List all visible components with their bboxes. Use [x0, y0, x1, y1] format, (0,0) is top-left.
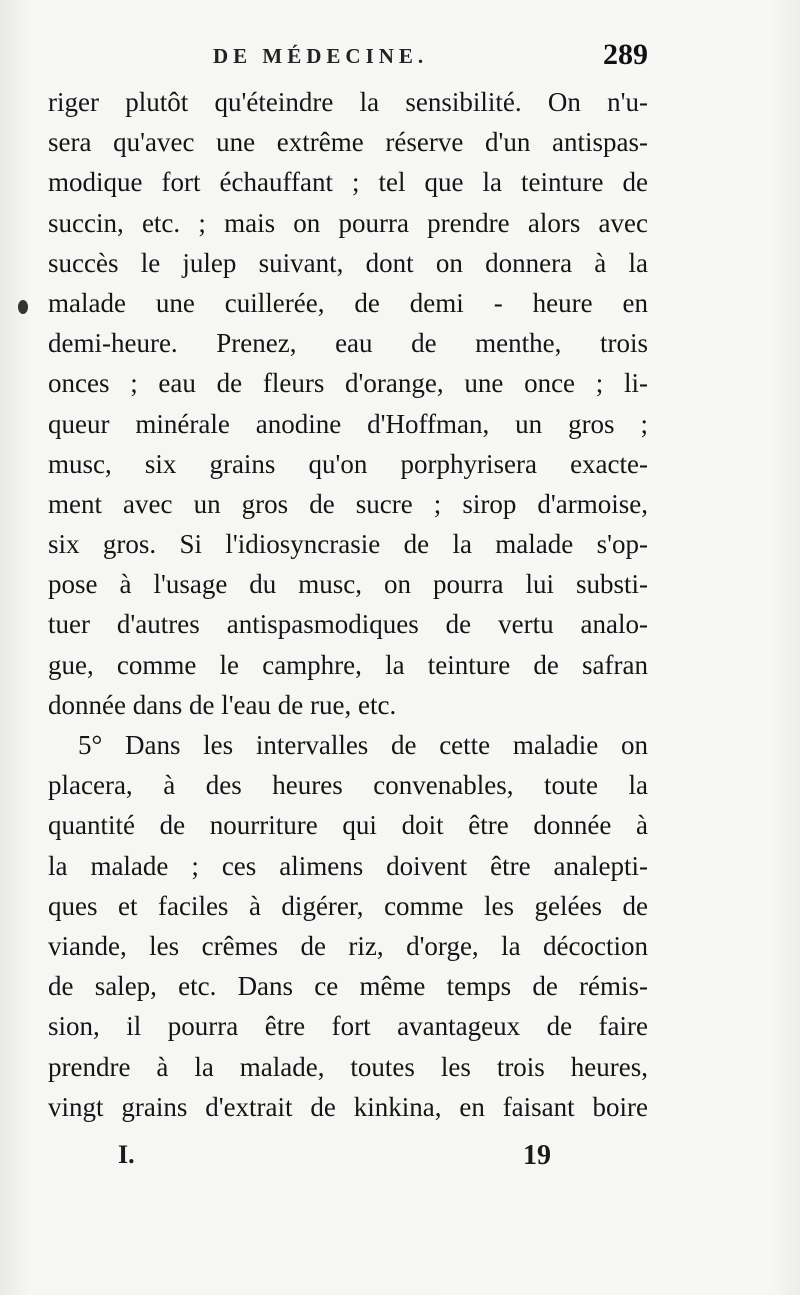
text-line: riger plutôt qu'éteindre la sensibilité. On n'u-	[48, 87, 648, 117]
text-line: onces ; eau de fleurs d'orange, une once ; li-	[48, 368, 648, 399]
page-number: 289	[603, 38, 648, 71]
page-header	[48, 38, 648, 78]
signature-mark: I.	[118, 1140, 135, 1169]
text-line: prendre à la malade, toutes les trois heures,	[48, 1051, 648, 1082]
ink-speck	[18, 300, 28, 314]
text-line: tuer d'autres antispasmodiques de vertu analo-	[48, 609, 648, 640]
text-line: viande, les crêmes de riz, d'orge, la décoction	[48, 930, 648, 961]
body-text	[48, 82, 648, 1127]
text-line: sera qu'avec une extrême réserve d'un antispas-	[48, 127, 648, 158]
text-line: quantité de nourriture qui doit être donnée à	[48, 810, 648, 841]
text-line: la malade ; ces alimens doivent être analepti-	[48, 850, 648, 881]
text-line: placera, à des heures convenables, toute la	[48, 770, 648, 801]
text-line: vingt grains d'extrait de kinkina, en faisant boire	[48, 1091, 648, 1122]
text-line: gue, comme le camphre, la teinture de safran	[48, 649, 648, 680]
text-line: pose à l'usage du musc, on pourra lui substi-	[48, 569, 648, 600]
text-line: modique fort échauffant ; tel que la teinture de	[48, 167, 648, 198]
text-line: six gros. Si l'idiosyncrasie de la malade s'op-	[48, 529, 648, 560]
text-line: ment avec un gros de sucre ; sirop d'armoise,	[48, 488, 648, 519]
text-line: demi-heure. Prenez, eau de menthe, trois	[48, 328, 648, 359]
text-line: de salep, etc. Dans ce même temps de rémis-	[48, 971, 648, 1002]
text-line: succès le julep suivant, dont on donnera à la	[48, 247, 648, 278]
text-line-paragraph-start: 5° Dans les intervalles de cette maladie on	[78, 730, 648, 760]
signature-number: 19	[523, 1140, 551, 1171]
text-line: musc, six grains qu'on porphyrisera exacte-	[48, 448, 648, 479]
text-line-paragraph-end: donnée dans de l'eau de rue, etc.	[48, 689, 397, 720]
text-line: ques et faciles à digérer, comme les gelées de	[48, 890, 648, 921]
page-footer	[48, 1140, 648, 1180]
running-title: DE MÉDECINE.	[213, 44, 429, 68]
text-line: succin, etc. ; mais on pourra prendre alors avec	[48, 207, 648, 238]
text-line: queur minérale anodine d'Hoffman, un gros ;	[48, 408, 648, 439]
text-line: sion, il pourra être fort avantageux de faire	[48, 1011, 648, 1042]
text-line: malade une cuillerée, de demi - heure en	[48, 287, 648, 318]
